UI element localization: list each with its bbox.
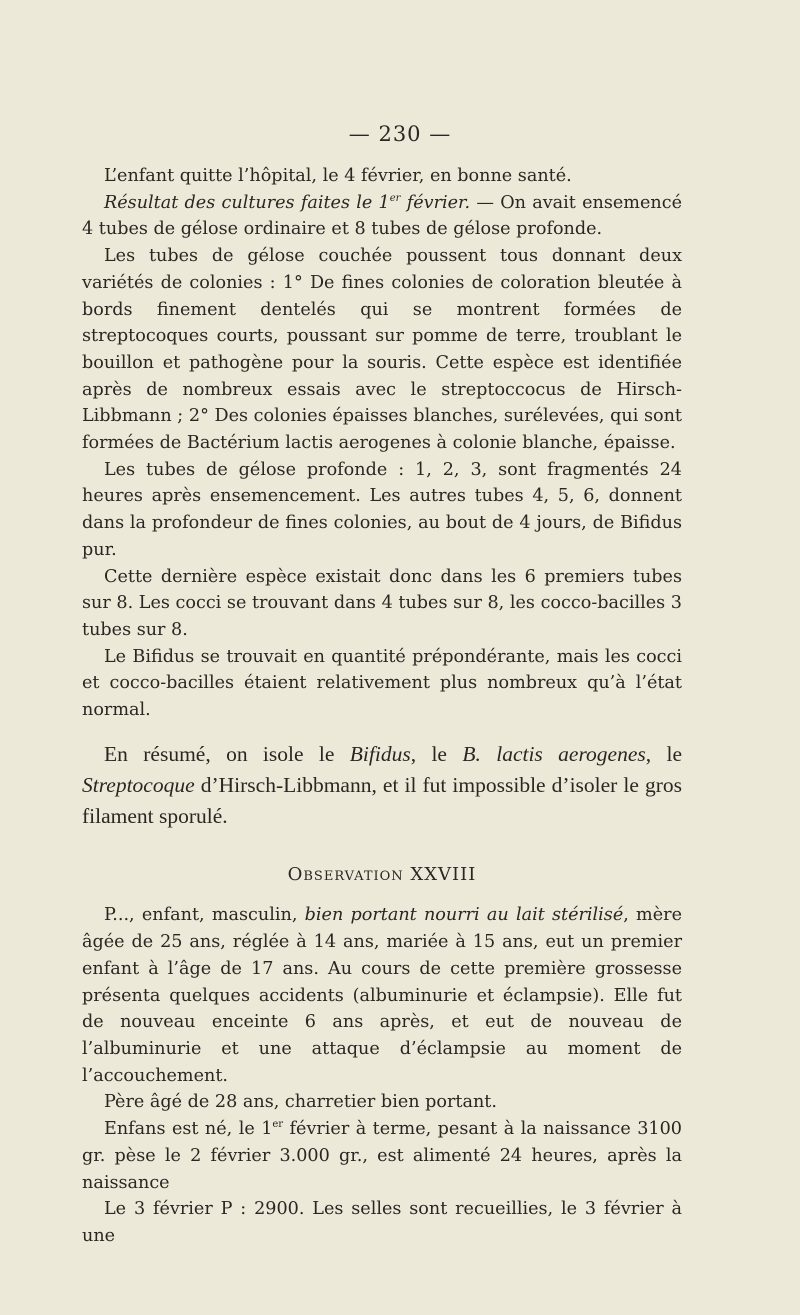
paragraph-birth (82, 1116, 682, 1196)
paragraph-father: Père âgé de 28 ans, charretier bien portant. (104, 1092, 497, 1113)
summary-text: , le (645, 741, 682, 766)
summary-text: , le (410, 741, 463, 766)
paragraph-bifidus: Le Bifidus se trouvait en quantité prépondérante, mais les cocci et cocco-bacilles étaient relativement plus nombreux qu’à l’état normal. (82, 646, 682, 721)
superscript-er: er (272, 1119, 284, 1131)
paragraph-species-count: Cette dernière espèce existait donc dans les 6 premiers tubes sur 8. Les cocci se trouvant dans 4 tubes sur 8, les cocco-bacilles 3 tubes sur 8. (82, 566, 682, 640)
culture-results-title-end: février. (400, 192, 471, 213)
birth-text: février à terme, pesant à la naissance 3100 gr. pèse le 2 février 3.000 gr., est alimenté 24 heures, après la naissance (82, 1119, 682, 1193)
patient-italic: bien portant nourri au lait stérilisé (304, 905, 624, 926)
summary-bifidus: Bifidus (349, 741, 411, 766)
observation-heading: Observation XXVIII (287, 863, 477, 885)
paragraph-discharge: L’enfant quitte l’hôpital, le 4 février, en bonne santé. (104, 166, 572, 186)
summary-paragraph (82, 739, 682, 832)
text-column (82, 163, 682, 1250)
summary-lactis: B. lactis aerogenes (462, 741, 646, 766)
summary-streptocoque: Streptocoque (82, 772, 195, 797)
patient-text: , mère âgée de 25 ans, réglée à 14 ans, mariée à 15 ans, eut un premier enfant à l’âge de 17 ans. Au cours de cette première grossesse présenta quelques accidents (albuminurie et éclampsie). Elle fut de nouveau enceinte 6 ans après, et eut de nouveau de l’albuminurie et une attaque d’éclampsie au moment de l’accouchement. (82, 905, 682, 1086)
summary-text: d’Hirsch-Libbmann, et il fut impossible d’isoler le gros filament sporulé. (82, 772, 682, 828)
paragraph-lying-agar: Les tubes de gélose couchée poussent tous donnant deux variétés de colonies : 1° De fines colonies de coloration bleutée à bords finement dentelés qui se montrent formées de streptocoques courts, poussant sur pomme de terre, troublant le bouillon et pathogène pour la souris. Cette espèce est identifiée après de nombreux essais avec le streptoccocus de Hirsch-Libbmann ; 2° Des colonies épaisses blanches, surélevées, qui sont formées de Bactérium lactis aerogenes à colonie blanche, épaisse. (82, 246, 682, 454)
patient-text: P..., enfant, masculin, (104, 905, 305, 926)
paragraph-patient (82, 902, 682, 1089)
superscript-er: er (389, 192, 401, 204)
page-number: — 230 — (348, 122, 452, 146)
birth-text: Enfans est né, le 1 (104, 1119, 273, 1140)
summary-text: En résumé, on isole le (104, 741, 350, 766)
paragraph-deep-agar: Les tubes de gélose profonde : 1, 2, 3, sont fragmentés 24 heures après ensemencement. Les autres tubes 4, 5, 6, donnent dans la profondeur de fines colonies, au bout de 4 jours, de Bifidus pur. (82, 459, 682, 560)
paragraph-weight: Le 3 février P : 2900. Les selles sont recueillies, le 3 février à une (82, 1199, 682, 1246)
paragraph-culture-results (82, 190, 682, 243)
culture-results-text: — On avait ensemencé 4 tubes de gélose ordinaire et 8 tubes de gélose profonde. (82, 192, 682, 240)
culture-results-title: Résultat des cultures faites le 1 (104, 192, 390, 213)
